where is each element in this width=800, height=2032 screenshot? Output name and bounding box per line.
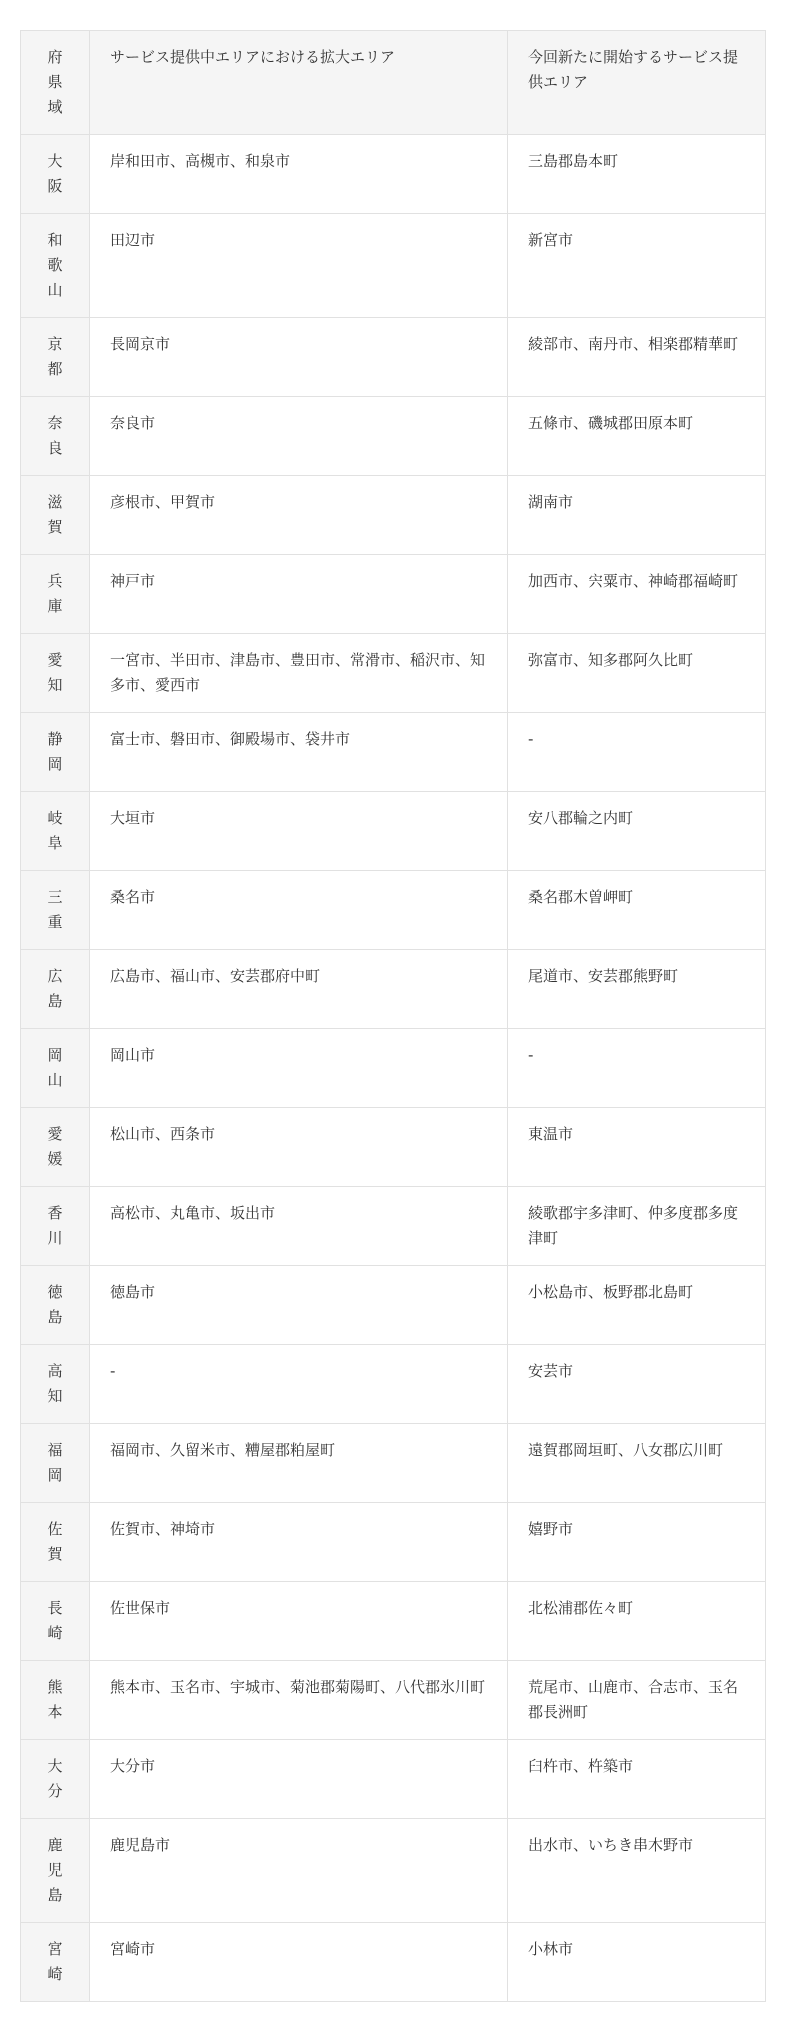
table-row: [21, 1029, 766, 1108]
prefecture-cell: 岐阜: [21, 792, 90, 871]
new-area-cell: 小林市: [508, 1923, 766, 2002]
table-row: [21, 214, 766, 318]
table-row: [21, 1819, 766, 1923]
table-row: [21, 871, 766, 950]
prefecture-cell: 広島: [21, 950, 90, 1029]
expanded-area-cell: 長岡京市: [90, 318, 508, 397]
table-row: [21, 397, 766, 476]
table-row: [21, 1345, 766, 1424]
prefecture-cell: 香川: [21, 1187, 90, 1266]
prefecture-cell: 宮崎: [21, 1923, 90, 2002]
prefecture-cell: 三重: [21, 871, 90, 950]
prefecture-cell: 長崎: [21, 1582, 90, 1661]
expanded-area-cell: 桑名市: [90, 871, 508, 950]
expanded-area-cell: 神戸市: [90, 555, 508, 634]
new-area-cell: 綾歌郡宇多津町、仲多度郡多度津町: [508, 1187, 766, 1266]
prefecture-cell: 大分: [21, 1740, 90, 1819]
table-row: [21, 1187, 766, 1266]
expanded-area-cell: 鹿児島市: [90, 1819, 508, 1923]
expanded-area-cell: 徳島市: [90, 1266, 508, 1345]
expanded-area-cell: 大垣市: [90, 792, 508, 871]
prefecture-cell: 奈良: [21, 397, 90, 476]
new-area-cell: 湖南市: [508, 476, 766, 555]
table-row: [21, 135, 766, 214]
prefecture-cell: 愛知: [21, 634, 90, 713]
new-area-cell: 弥富市、知多郡阿久比町: [508, 634, 766, 713]
new-area-cell: 新宮市: [508, 214, 766, 318]
expanded-area-cell: 富士市、磐田市、御殿場市、袋井市: [90, 713, 508, 792]
table-row: [21, 1503, 766, 1582]
new-area-cell: 荒尾市、山鹿市、合志市、玉名郡長洲町: [508, 1661, 766, 1740]
expanded-area-cell: 岡山市: [90, 1029, 508, 1108]
expanded-area-cell: 宮崎市: [90, 1923, 508, 2002]
expanded-area-cell: 岸和田市、高槻市、和泉市: [90, 135, 508, 214]
table-row: [21, 1108, 766, 1187]
new-area-cell: 臼杵市、杵築市: [508, 1740, 766, 1819]
expanded-area-cell: 彦根市、甲賀市: [90, 476, 508, 555]
prefecture-cell: 静岡: [21, 713, 90, 792]
table-row: [21, 950, 766, 1029]
table-row: [21, 634, 766, 713]
table-row: [21, 1923, 766, 2002]
new-area-cell: 遠賀郡岡垣町、八女郡広川町: [508, 1424, 766, 1503]
prefecture-cell: 京都: [21, 318, 90, 397]
new-area-cell: 嬉野市: [508, 1503, 766, 1582]
expanded-area-cell: -: [90, 1345, 508, 1424]
table-row: [21, 792, 766, 871]
prefecture-cell: 大阪: [21, 135, 90, 214]
expanded-area-cell: 高松市、丸亀市、坂出市: [90, 1187, 508, 1266]
expanded-area-cell: 松山市、西条市: [90, 1108, 508, 1187]
table-row: [21, 1266, 766, 1345]
new-area-cell: 三島郡島本町: [508, 135, 766, 214]
new-area-cell: 小松島市、板野郡北島町: [508, 1266, 766, 1345]
prefecture-cell: 和歌山: [21, 214, 90, 318]
prefecture-cell: 高知: [21, 1345, 90, 1424]
table-row: [21, 476, 766, 555]
expanded-area-cell: 佐世保市: [90, 1582, 508, 1661]
table-row: [21, 1424, 766, 1503]
prefecture-cell: 福岡: [21, 1424, 90, 1503]
new-area-cell: 綾部市、南丹市、相楽郡精華町: [508, 318, 766, 397]
prefecture-cell: 佐賀: [21, 1503, 90, 1582]
header-expanded-area: サービス提供中エリアにおける拡大エリア: [90, 31, 508, 135]
expanded-area-cell: 田辺市: [90, 214, 508, 318]
new-area-cell: 東温市: [508, 1108, 766, 1187]
table-row: [21, 318, 766, 397]
expanded-area-cell: 奈良市: [90, 397, 508, 476]
table-row: [21, 713, 766, 792]
expanded-area-cell: 福岡市、久留米市、糟屋郡粕屋町: [90, 1424, 508, 1503]
new-area-cell: 出水市、いちき串木野市: [508, 1819, 766, 1923]
table-row: [21, 1740, 766, 1819]
prefecture-cell: 鹿児島: [21, 1819, 90, 1923]
new-area-cell: 五條市、磯城郡田原本町: [508, 397, 766, 476]
prefecture-cell: 兵庫: [21, 555, 90, 634]
header-new-area: 今回新たに開始するサービス提供エリア: [508, 31, 766, 135]
table-row: [21, 1661, 766, 1740]
prefecture-cell: 熊本: [21, 1661, 90, 1740]
service-area-table: [20, 30, 766, 2002]
expanded-area-cell: 熊本市、玉名市、宇城市、菊池郡菊陽町、八代郡氷川町: [90, 1661, 508, 1740]
expanded-area-cell: 一宮市、半田市、津島市、豊田市、常滑市、稲沢市、知多市、愛西市: [90, 634, 508, 713]
prefecture-cell: 愛媛: [21, 1108, 90, 1187]
expanded-area-cell: 大分市: [90, 1740, 508, 1819]
new-area-cell: 加西市、宍粟市、神崎郡福崎町: [508, 555, 766, 634]
prefecture-cell: 徳島: [21, 1266, 90, 1345]
prefecture-cell: 滋賀: [21, 476, 90, 555]
table-row: [21, 555, 766, 634]
new-area-cell: 尾道市、安芸郡熊野町: [508, 950, 766, 1029]
expanded-area-cell: 広島市、福山市、安芸郡府中町: [90, 950, 508, 1029]
table-row: [21, 1582, 766, 1661]
new-area-cell: 桑名郡木曽岬町: [508, 871, 766, 950]
new-area-cell: 安八郡輪之内町: [508, 792, 766, 871]
new-area-cell: 安芸市: [508, 1345, 766, 1424]
new-area-cell: 北松浦郡佐々町: [508, 1582, 766, 1661]
new-area-cell: -: [508, 1029, 766, 1108]
expanded-area-cell: 佐賀市、神埼市: [90, 1503, 508, 1582]
table-header-row: [21, 31, 766, 135]
header-prefecture: 府県域: [21, 31, 90, 135]
prefecture-cell: 岡山: [21, 1029, 90, 1108]
new-area-cell: -: [508, 713, 766, 792]
